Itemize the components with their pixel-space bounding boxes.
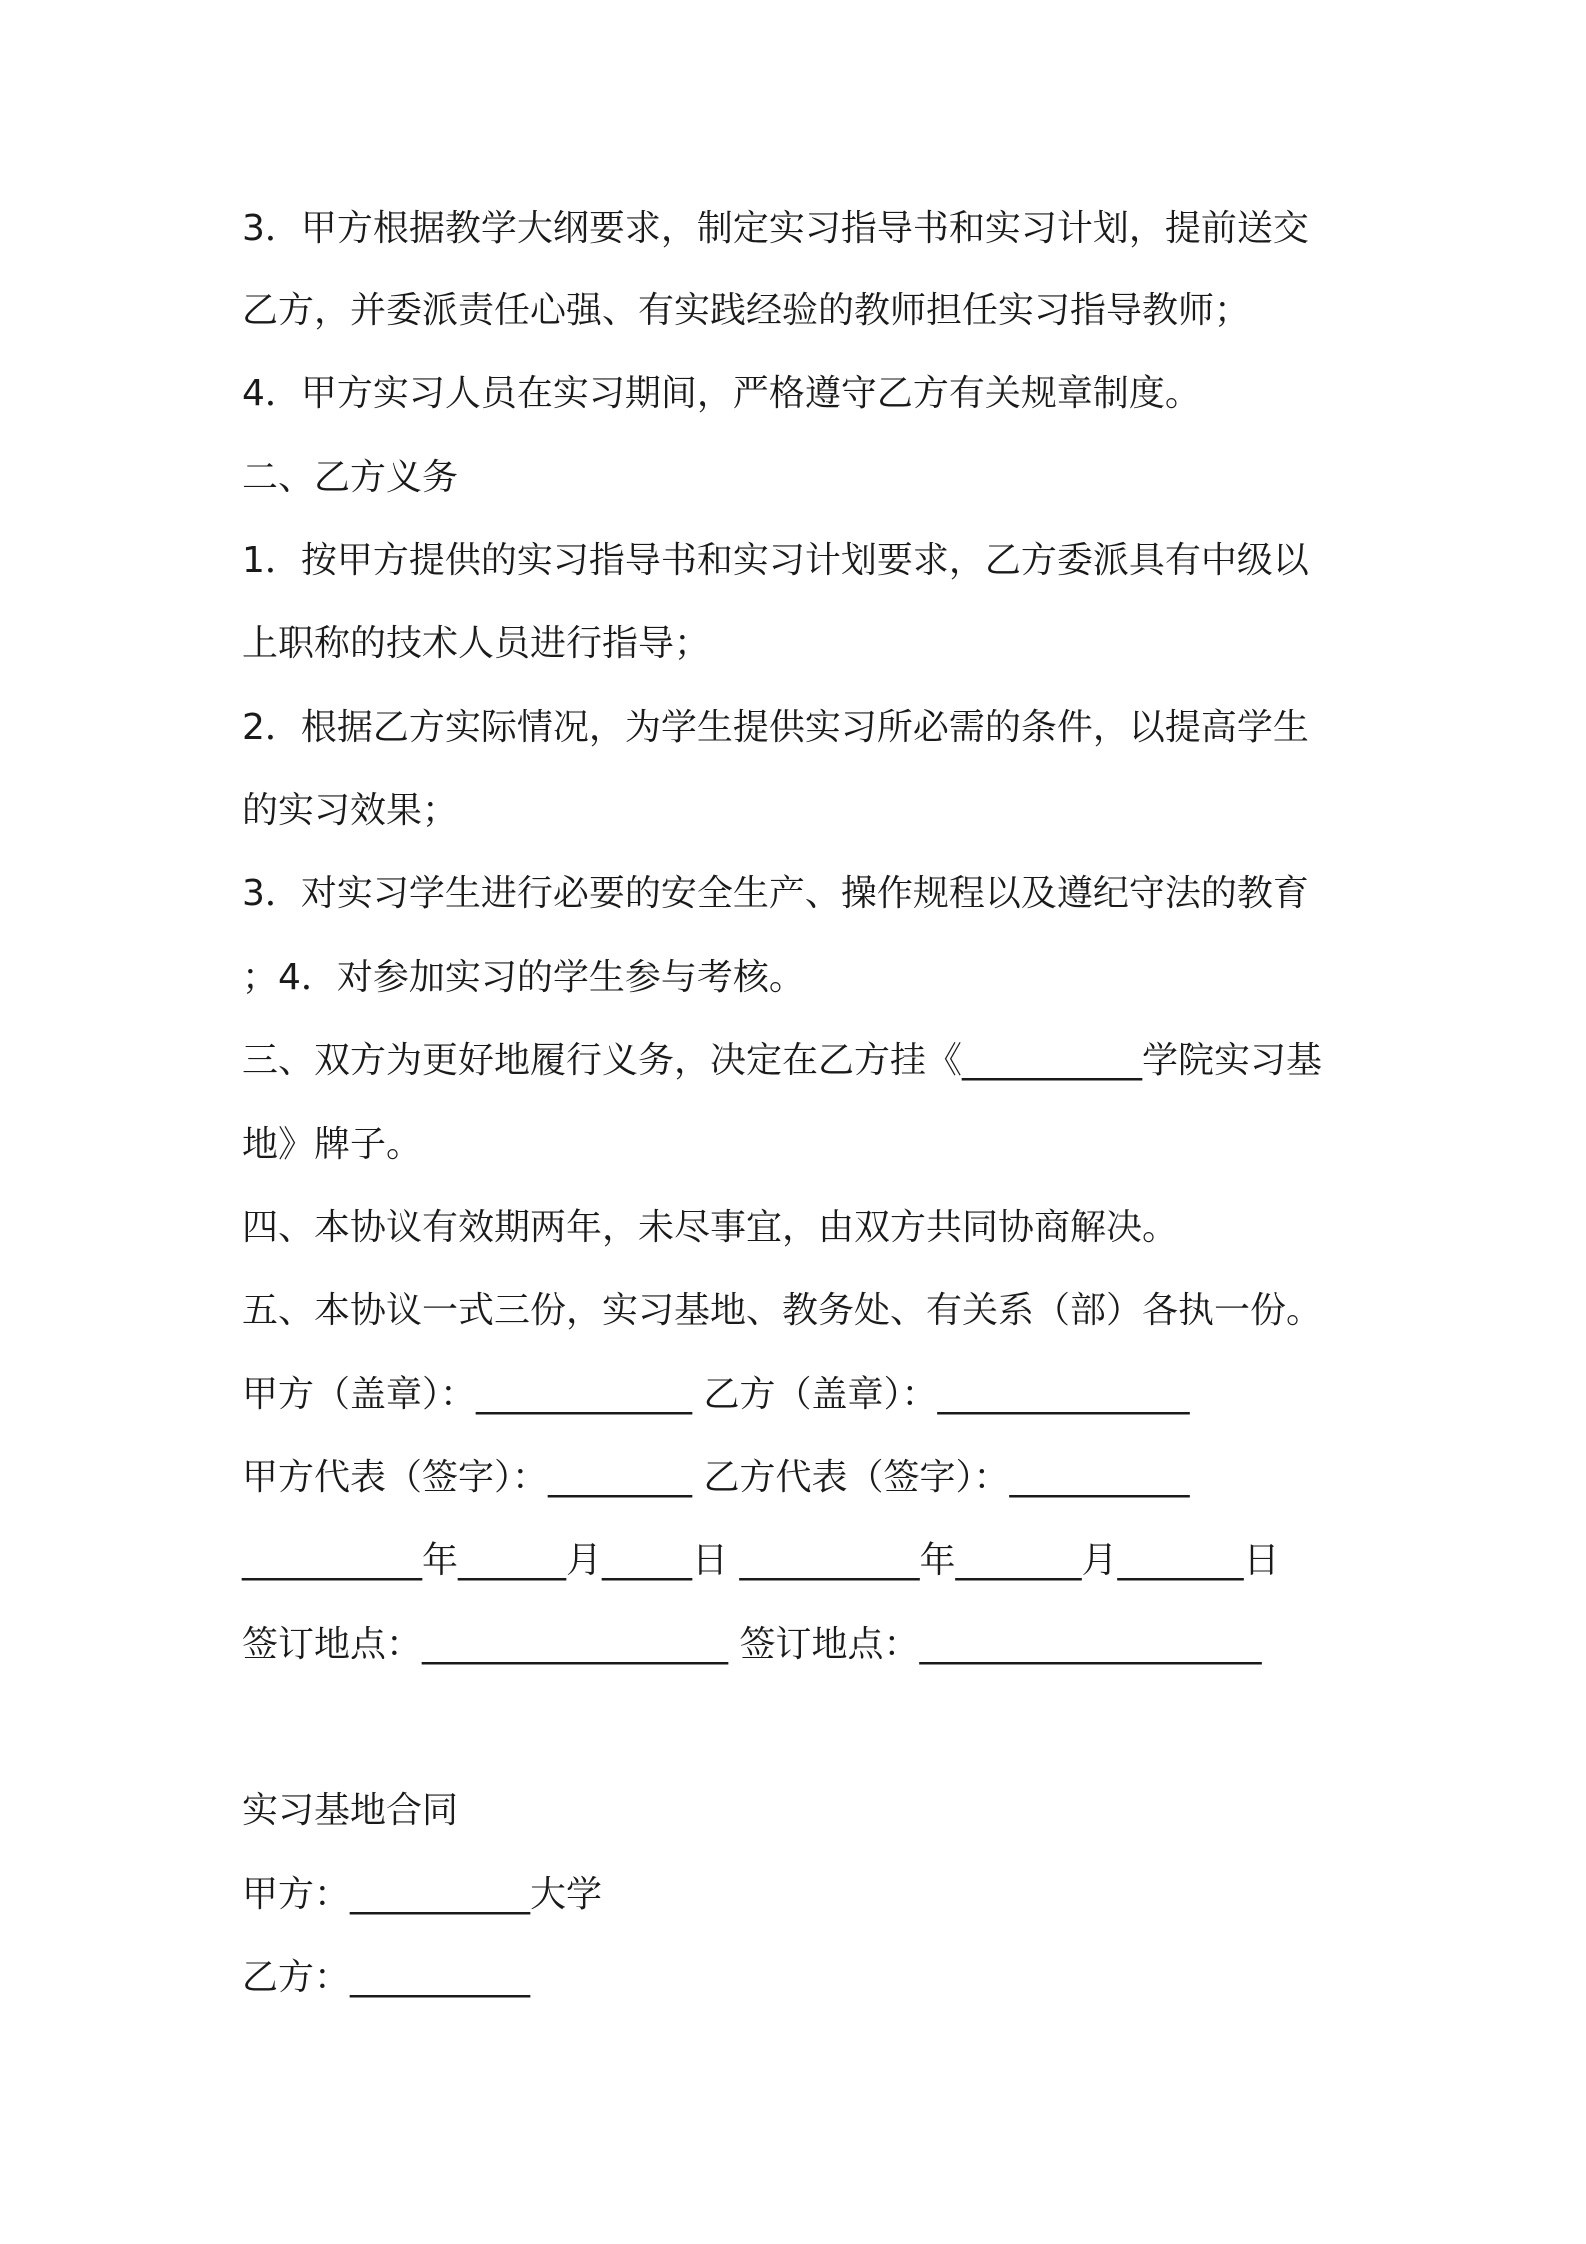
clause-4: 4．甲方实习人员在实习期间，严格遵守乙方有关规章制度。 [242, 373, 1201, 414]
signature-line: 甲方代表（签字）：________ 乙方代表（签字）：__________ [242, 1457, 1190, 1498]
section-5: 五、本协议一式三份，实习基地、教务处、有关系（部）各执一份。 [242, 1290, 1323, 1331]
duty-3-line-1: 3．对实习学生进行必要的安全生产、操作规程以及遵纪守法的教育 [242, 873, 1309, 914]
duty-2-line-2: 的实习效果； [242, 790, 459, 831]
duty-3-line-2: ；4．对参加实习的学生参与考核。 [242, 957, 805, 998]
seal-line: 甲方（盖章）：____________ 乙方（盖章）：______________ [242, 1374, 1190, 1415]
section-3-line-2: 地》牌子。 [242, 1124, 423, 1165]
clause-3-line-2: 乙方，并委派责任心强、有实践经验的教师担任实习指导教师； [242, 290, 1251, 331]
duty-1-line-1: 1．按甲方提供的实习指导书和实习计划要求，乙方委派具有中级以 [242, 540, 1309, 581]
contract-title: 实习基地合同 [242, 1790, 459, 1831]
date-line: __________年______月_____日 __________年_______月_______日 [242, 1540, 1280, 1581]
section-heading-party-b-duties: 二、乙方义务 [242, 457, 459, 498]
party-a-line: 甲方：__________大学 [242, 1874, 603, 1915]
signing-place-line: 签订地点：_________________ 签订地点：___________________ [242, 1624, 1262, 1665]
party-b-line: 乙方：__________ [242, 1957, 531, 1998]
duty-2-line-1: 2．根据乙方实际情况，为学生提供实习所必需的条件，以提高学生 [242, 707, 1309, 748]
section-3-line-1: 三、双方为更好地履行义务，决定在乙方挂《__________学院实习基 [242, 1040, 1323, 1081]
duty-1-line-2: 上职称的技术人员进行指导； [242, 623, 711, 664]
section-4: 四、本协议有效期两年，未尽事宜，由双方共同协商解决。 [242, 1207, 1179, 1248]
clause-3-line-1: 3．甲方根据教学大纲要求，制定实习指导书和实习计划，提前送交 [242, 208, 1309, 249]
